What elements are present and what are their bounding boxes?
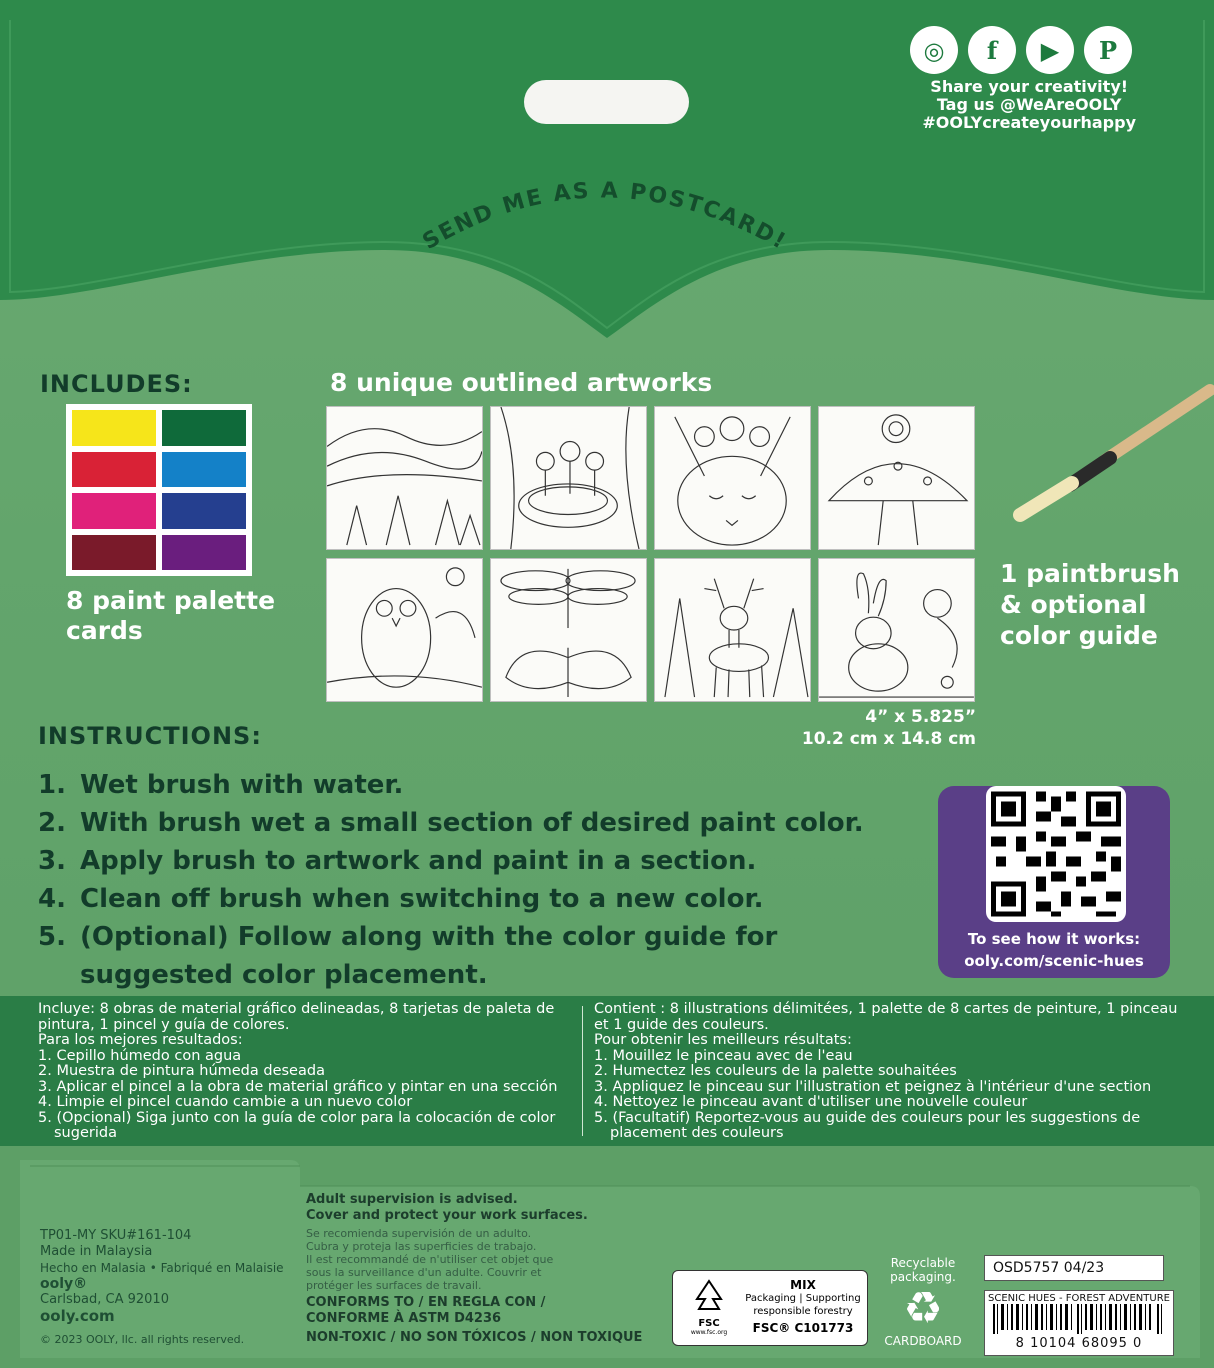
artwork-birds-nest [490, 406, 647, 550]
palette-swatch [162, 493, 246, 529]
instruction-step: 3. Apply brush to artwork and paint in a section. [38, 846, 757, 876]
palette-swatch [72, 410, 156, 446]
artwork-deer [654, 558, 811, 702]
artworks-grid [326, 406, 980, 702]
artwork-fox [654, 406, 811, 550]
palette-swatch [162, 410, 246, 446]
postcard-text: SEND ME AS A POSTCARD! [418, 178, 791, 256]
spanish-text: Incluye: 8 obras de material gráfico delineadas, 8 tarjetas de paleta de pintura, 1 pincel y guía de colores. Para los mejores resultados: 1. Cepillo húmedo con agua 2. Muestra de pintura húmeda deseada 3. Aplicar el pincel a la obra de material gráfico y pintar en una sección 4. Limpie el pincel cuando cambie a un nuevo color 5. (Opcional) Siga junto con la guía de color para la colocación de color sugerida [38, 1001, 558, 1141]
facebook-icon[interactable]: f [968, 26, 1016, 74]
palette-swatch [162, 452, 246, 488]
hang-hole [524, 80, 689, 124]
artwork-mountains [326, 406, 483, 550]
instruction-step: 5. (Optional) Follow along with the color guide for [38, 922, 778, 952]
palette-swatch [162, 535, 246, 571]
recycling-label: Recyclable packaging. ♻ CARDBOARD [878, 1256, 968, 1348]
palette-swatch [72, 493, 156, 529]
qr-code-icon[interactable] [986, 786, 1126, 922]
instruction-step: 1. Wet brush with water. [38, 770, 404, 800]
includes-heading: INCLUDES: [40, 370, 193, 398]
safety-warning: Adult supervision is advised. Cover and protect your work surfaces. Se recomienda supervisión de un adulto. Cubra y proteja las superficies de trabajo. Il est recommandé de n'utiliser cet objet que sous la surveillance d'un adulte. Couvrir et protéger les surfaces de travail. CONFORMS TO / EN REGLA CON / CONFORME À ASTM D4236 NON-TOXIC / NO SON TÓXICOS / NON TOXIQUE [306, 1192, 643, 1345]
barcode: SCENIC HUES - FOREST ADVENTURE 8 10104 68095 0 [984, 1290, 1174, 1356]
barcode-icon [991, 1304, 1167, 1334]
youtube-icon[interactable]: ▶ [1026, 26, 1074, 74]
postcard-flap [0, 0, 1214, 380]
osd-code: OSD5757 04/23 [984, 1255, 1164, 1281]
footer-info: TP01-MY SKU#161-104 Made in Malaysia Hecho en Malasia • Fabriqué en Malaisie ooly® Carlsbad, CA 92010 ooly.com © 2023 OOLY, llc. all rights reserved. [40, 1228, 284, 1346]
palette-swatch [72, 535, 156, 571]
artwork-dragonfly-moth [490, 558, 647, 702]
qr-caption: To see how it works: ooly.com/scenic-hues [938, 928, 1170, 972]
share-text: Share your creativity! Tag us @WeAreOOLY #OOLYcreateyourhappy [922, 77, 1136, 132]
fsc-tree-icon: FSC www.fsc.org [681, 1279, 737, 1339]
french-text: Contient : 8 illustrations délimitées, 1 palette de 8 cartes de peinture, 1 pinceau et 1 guide des couleurs. Pour obtenir les meilleurs résultats: 1. Mouillez le pinceau avec de l'eau 2. Humectez les couleurs de la palette souhaitées 3. Appliquez le pinceau sur l'illustration et peignez à l'intérieur d'une section 4. Nettoyez le pinceau avant d'utiliser une nouvelle couleur 5. (Facultatif) Reportez-vous au guide des couleurs pour les suggestions de placement des couleurs [594, 1001, 1178, 1141]
instruction-step: 2. With brush wet a small section of desired paint color. [38, 808, 864, 838]
recycle-icon: ♻ [903, 1283, 943, 1334]
translations-band [0, 996, 1214, 1146]
palette-swatch [72, 452, 156, 488]
paintbrush-icon [1010, 380, 1214, 530]
paint-palette [66, 404, 252, 576]
instructions-heading: INSTRUCTIONS: [38, 722, 262, 750]
artwork-rabbit-squirrel [818, 558, 975, 702]
instruction-steps [38, 766, 864, 994]
qr-link[interactable]: ooly.com/scenic-hues [964, 952, 1144, 970]
divider [582, 1006, 583, 1136]
artwork-mushroom-snail [818, 406, 975, 550]
artworks-heading: 8 unique outlined artworks [330, 368, 713, 397]
social-icons [910, 26, 1132, 74]
instagram-icon[interactable]: ◎ [910, 26, 958, 74]
palette-label: 8 paint palette cards [66, 586, 276, 645]
artwork-owl [326, 558, 483, 702]
pinterest-icon[interactable]: P [1084, 26, 1132, 74]
artwork-size: 4” x 5.825” 10.2 cm x 14.8 cm [801, 707, 976, 749]
fsc-label: FSC www.fsc.org MIX Packaging | Supporting responsible forestry FSC® C101773 [672, 1270, 868, 1346]
brush-label: 1 paintbrush & optional color guide [1000, 559, 1180, 650]
instruction-step: 4. Clean off brush when switching to a new color. [38, 884, 764, 914]
instruction-step: suggested color placement. [80, 960, 488, 990]
